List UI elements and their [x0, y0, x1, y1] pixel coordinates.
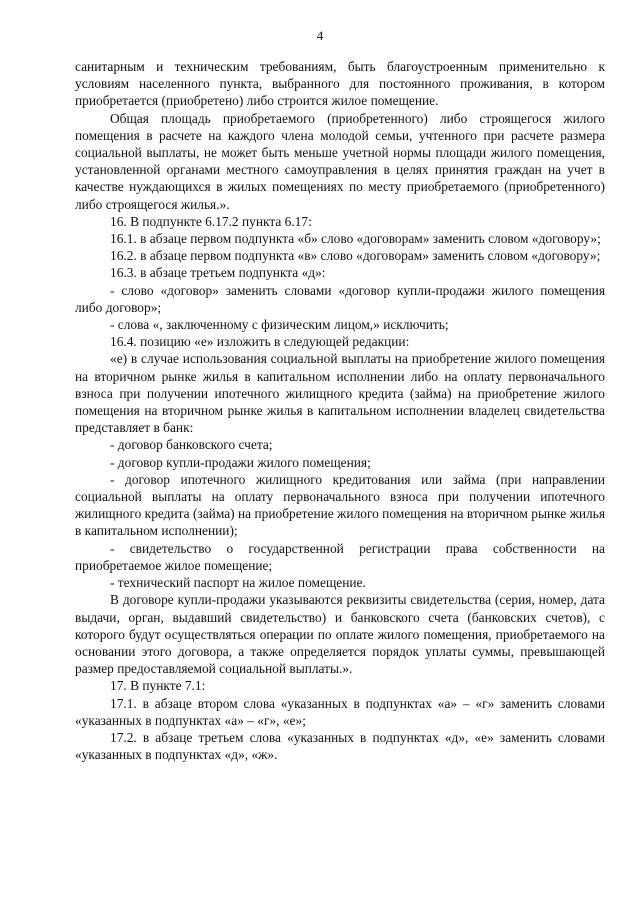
- paragraph: - слова «, заключенному с физическим лицом,» исключить;: [110, 317, 449, 333]
- paragraph: В договоре купли-продажи указываются реквизиты свидетельства (серия, номер, дата выдачи, орган, выдавший свидетельство) и банковского счета (банковских счетов), с которого будут осуществляться операции по оплате жилого помещения, приобретаемого на основании этого договора, а также определяется порядок уплаты суммы, превышающей размер предоставляемой социальной выплаты.».: [75, 592, 605, 677]
- paragraph: Общая площадь приобретаемого (приобретенного) либо строящегося жилого помещения в расчете на каждого члена молодой семьи, учтенного при расчете размера социальной выплаты, не может быть меньше учетной нормы площади жилого помещения, установленной органами местного самоуправления в целях принятия граждан на учет в качестве нуждающихся в жилых помещениях по месту приобретаемого (приобретенного) либо строящегося жилья.».: [75, 110, 605, 212]
- paragraph: 17. В пункте 7.1:: [110, 678, 206, 694]
- paragraph: 16.3. в абзаце третьем подпункта «д»:: [110, 265, 326, 281]
- paragraph: 16.1. в абзаце первом подпункта «б» слово «договорам» заменить словом «договору»;: [110, 231, 601, 247]
- paragraph: - технический паспорт на жилое помещение.: [110, 575, 366, 591]
- paragraph: 16.2. в абзаце первом подпункта «в» слово «договорам» заменить словом «договору»;: [110, 248, 601, 264]
- paragraph: 17.2. в абзаце третьем слова «указанных в подпунктах «д», «е» заменить словами «указанных в подпунктах «д», «ж».: [75, 729, 605, 763]
- paragraph: 17.1. в абзаце втором слова «указанных в подпунктах «а» – «г» заменить словами «указанных в подпунктах «а» – «г», «е»;: [75, 695, 605, 728]
- paragraph: - свидетельство о государственной регистрации права собственности на приобретаемое жилое помещение;: [75, 540, 605, 573]
- paragraph: - договор купли-продажи жилого помещения;: [110, 454, 371, 470]
- paragraph: - договор ипотечного жилищного кредитования или займа (при направлении социальной выплаты на оплату первоначального взноса при получении ипотечного жилищного кредита (займа) на приобретение жилого помещения на вторичном рынке жилья в капитальном исполнении);: [75, 471, 605, 539]
- document-body: [75, 58, 605, 763]
- paragraph: «е) в случае использования социальной выплаты на приобретение жилого помещения на вторичном рынке жилья в капитальном исполнении либо на оплату первоначального взноса при получении ипотечного жилищного кредита (займа) на приобретение жилого помещения на вторичном рынке жилья в капитальном исполнении владелец свидетельства представляет в банк:: [75, 351, 605, 436]
- paragraph: - договор банковского счета;: [110, 437, 273, 453]
- paragraph: санитарным и техническим требованиям, быть благоустроенным применительно к условиям населенного пункта, выбранного для постоянного проживания, в котором приобретается (приобретено) либо строится жилое помещение.: [75, 59, 605, 109]
- paragraph: - слово «договор» заменить словами «договор купли-продажи жилого помещения либо договор»;: [75, 282, 605, 315]
- paragraph: 16. В подпункте 6.17.2 пункта 6.17:: [110, 213, 312, 229]
- page-number: 4: [316, 28, 324, 43]
- paragraph: 16.4. позицию «е» изложить в следующей редакции:: [110, 334, 410, 350]
